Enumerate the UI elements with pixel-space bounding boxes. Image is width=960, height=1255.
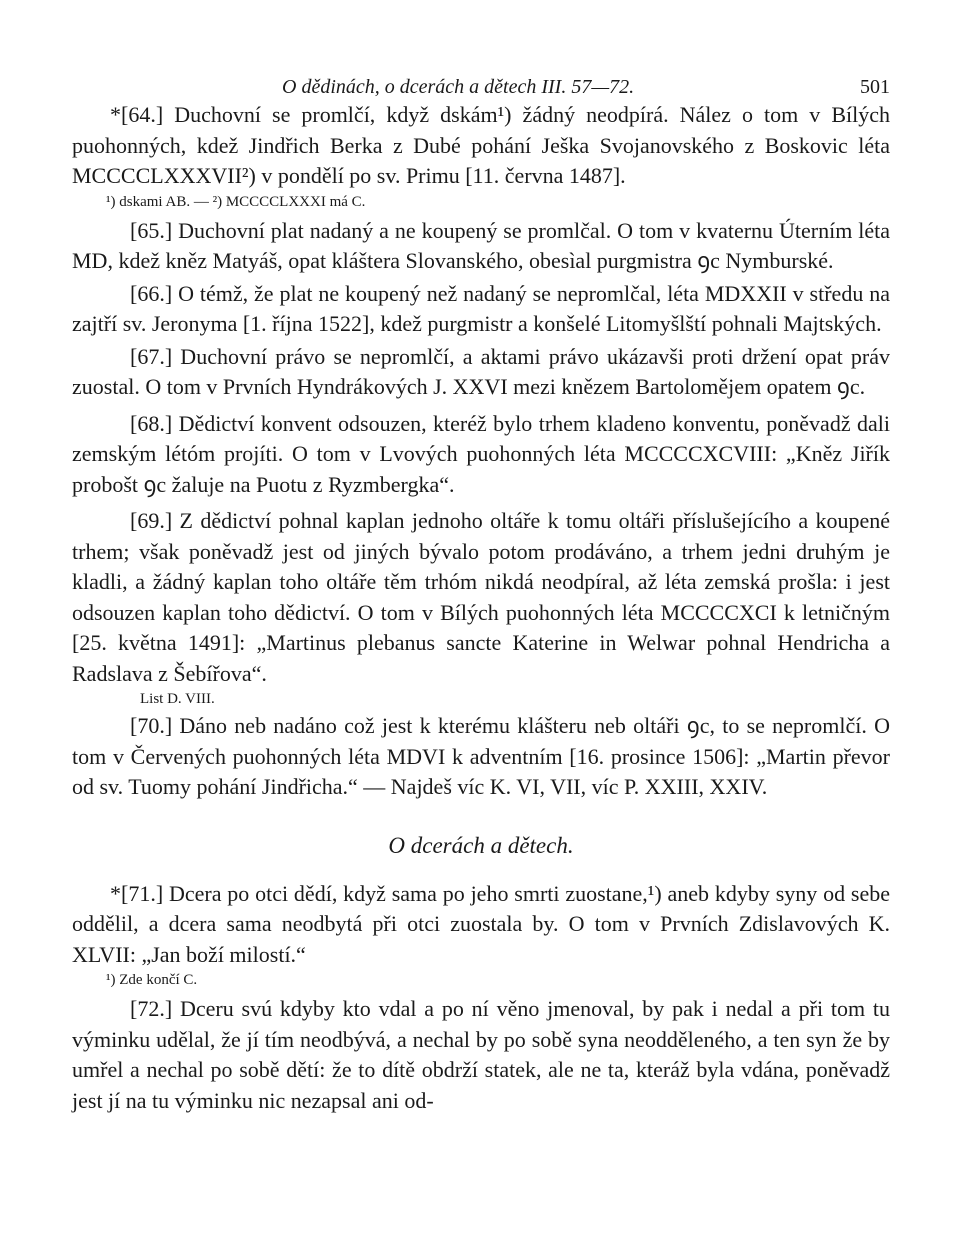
paragraph-64: *[64.] Duchovní se promlčí, když dskám¹) žádný neodpírá. Nález o tom v Bílých puohonných, kdež Jindřich Berka z Dubé pohání Ješka Svojanovského z Boskovic léta MCCCCLXXXVII²) v pondělí po sv. Primu [11. června 1487]. — [72, 102, 890, 188]
running-title: O dědinách, o dcerách a dětech III. 57—72. — [282, 76, 635, 98]
page-header — [72, 60, 890, 100]
footnote-64: ¹) dskami AB. — ²) MCCCCLXXXI má C. — [106, 193, 366, 210]
document-page — [72, 60, 890, 1116]
list-marker: List D. VIII. — [140, 691, 215, 707]
paragraph-69: [69.] Z dědictví pohnal kaplan jednoho oltáře k tomu oltáři příslušejícího a koupené trhem; však poněvadž jest od jiných bývalo potom prodáváno, a trhem jedni druhým je kladli, a žádný kaplan toho oltáře těm trhóm nikdá neodpíral, až léta zemská prošla: i jest odsouzen kaplan toho dědictví. O tom v Bílých puohonných léta MCCCCXCI k letničným [25. května 1491]: „Martinus plebanus sancte Katerine in Welwar pohnal Hendricha a Radslava z Šebířova“. — [72, 508, 890, 686]
paragraph-71: *[71.] Dcera po otci dědí, když sama po jeho smrti zuostane,¹) aneb kdyby syny od sebe oddělil, a dcera sama neodbytá při otci zuostala by. O tom v Prvních Zdislavových K. XLVII: „Jan boží milostí.“ — [72, 880, 890, 967]
page-number: 501 — [860, 76, 890, 98]
section-heading: O dcerách a dětech. — [388, 832, 574, 858]
footnote-71: ¹) Zde končí C. — [106, 972, 198, 988]
paragraph-66: [66.] O témž, že plat ne koupený než nadaný se nepromlčal, léta MDXXII v středu na zajtří sv. Jeronyma [1. října 1522], kdež purgmistr a konšelé Litomyšlští pohnali Majtských. — [72, 280, 890, 336]
paragraph-72: [72.] Dceru svú kdyby kto vdal a po ní věno jmenoval, by pak i nedal a při tom tu výminku udělal, že jí tím neodbývá, a nechal by po sobě syna neodděleného, a ten syn že by umřel a nechal po sobě dětí: že to dítě obdrží statek, ale ne ta, kteráž byla vdána, poněvadž jest jí na tu výminku nic nezapsal ani od- — [72, 996, 890, 1113]
paragraph-68: [68.] Dědictví konvent odsouzen, kteréž bylo trhem kladeno konventu, poněvadž dali zemským létóm projíti. O tom v Lvových puohonných léta MCCCCXCVIII: „Kněz Jiřík probošt ꝯc žaluje na Puotu z Ryzmbergka“. — [72, 410, 890, 497]
paragraph-70: [70.] Dáno neb nadáno což jest k kterému klášteru neb oltáři ꝯc, to se nepromlčí. O tom v Červených puohonných léta MDVI k adventním [16. prosince 1506]: „Martin převor od sv. Tuomy pohání Jindřicha.“ — Najdeš víc K. VI, VII, víc P. XXIII, XXIV. — [72, 713, 890, 799]
paragraph-65: [65.] Duchovní plat nadaný a ne koupený se promlčal. O tom v kvaternu Úterním léta MD, kdež kněz Matyáš, opat kláštera Slovanského, obesìal purgmistra ꝯc Nymburské. — [72, 217, 890, 273]
paragraph-67: [67.] Duchovní právo se nepromlčí, a aktami právo ukázavši proti držení opat práv zuostal. O tom v Prvních Hyndrákových J. XXVI mezi knězem Bartolomějem opatem ꝯc. — [72, 343, 890, 399]
